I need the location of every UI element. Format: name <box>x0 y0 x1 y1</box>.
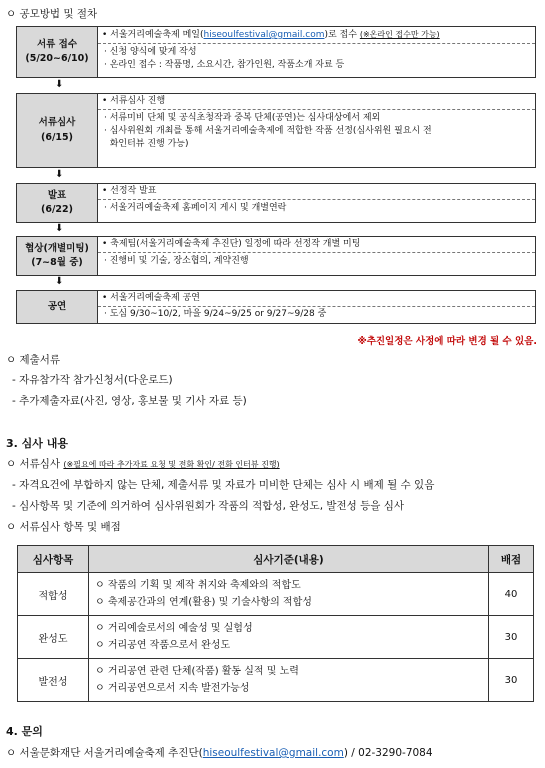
process-step-review: 서류심사 (6/15) • 서류심사 진행 · 서류미비 단체 및 공식초청작과 중복 단체(공연)는 심사대상에서 제외 · 심사위원회 개최를 통해 서울거리예술축제에 적합한 작품 선정(심사위원 필요시 전 화인터뷰 진행 가능) <box>16 93 536 168</box>
step-date: (7~8월 중) <box>31 257 83 268</box>
step-label: 발표 <box>47 189 67 201</box>
documents-item: - 추가제출자료(사진, 영상, 홍보물 및 기사 자료 등) <box>12 395 247 407</box>
table-row: 완성도 ㅇ 거리예술로서의 예술성 및 실험성 ㅇ 거리공연 작품으로서 완성도 30 <box>18 616 534 659</box>
down-arrow-icon: ⬇ <box>55 79 64 90</box>
step-label: 공연 <box>47 300 67 312</box>
step-date: (6/15) <box>41 131 73 143</box>
review-line: ㅇ 서류심사 (※필요에 따라 추가자료 요청 및 전화 확인/ 전화 인터뷰 진행) <box>6 458 280 470</box>
process-step-performance: 공연 • 서울거리예술축제 공연 · 도심 9/30~10/2, 마을 9/24~9/25 or 9/27~9/28 중 <box>16 290 536 324</box>
criteria-table <box>17 545 534 702</box>
table-row: 적합성 ㅇ 작품의 기획 및 제작 취지와 축제와의 적합도 ㅇ 축제공간과의 연계(활용) 및 기술사항의 적합성 40 <box>18 573 534 616</box>
down-arrow-icon: ⬇ <box>55 276 64 287</box>
table-row: 발전성 ㅇ 거리공연 관련 단체(작품) 활동 실적 및 노력 ㅇ 거리공연으로서 지속 발전가능성 30 <box>18 659 534 702</box>
process-step-submission: 서류 접수 (5/20~6/10) • 서울거리예술축제 메일(hiseoulfestival@gmail.com)로 접수 (※온라인 접수만 가능) · 신청 양식에 맞게 작성 · 온라인 접수 : 작품명, 소요시간, 참가인원, 작품소개 자료 등 <box>16 26 536 78</box>
step-label: 협상(개별미팅) <box>25 242 89 254</box>
step-date: (5/20~6/10) <box>25 53 89 64</box>
step-date: (6/22) <box>41 204 73 215</box>
online-only-note: (※온라인 접수만 가능) <box>359 30 440 39</box>
procedure-heading: ㅇ 공모방법 및 절차 <box>6 8 98 20</box>
section-4-title: 4. 문의 <box>6 725 43 738</box>
process-step-announcement: 발표 (6/22) • 선정작 발표 · 서울거리예술축제 홈페이지 게시 및 개별연락 <box>16 183 536 223</box>
review-item: - 심사항목 및 기준에 의거하여 심사위원회가 작품의 적합성, 완성도, 발전성 등을 심사 <box>12 500 405 512</box>
section-3-title: 3. 심사 내용 <box>6 437 68 450</box>
criteria-heading: ㅇ 서류심사 항목 및 배점 <box>6 521 121 533</box>
down-arrow-icon: ⬇ <box>55 223 64 234</box>
review-note: (※필요에 따라 추가자료 요청 및 전화 확인/ 전화 인터뷰 진행) <box>63 460 280 469</box>
step-label: 서류 접수 <box>36 38 77 50</box>
table-header: 심사기준(내용) <box>89 546 489 573</box>
contact-email-link[interactable]: hiseoulfestival@gmail.com <box>202 747 344 759</box>
table-header: 심사항목 <box>18 546 89 573</box>
table-header: 배점 <box>489 546 534 573</box>
documents-item: - 자유참가작 참가신청서(다운로드) <box>12 374 173 386</box>
review-item: - 자격요건에 부합하지 않는 단체, 제출서류 및 자료가 미비한 단체는 심사 시 배제 될 수 있음 <box>12 479 435 491</box>
submission-email-link[interactable]: hiseoulfestival@gmail.com <box>203 30 325 40</box>
documents-heading: ㅇ 제출서류 <box>6 354 61 366</box>
down-arrow-icon: ⬇ <box>55 169 64 180</box>
step-label: 서류심사 <box>38 117 76 129</box>
schedule-change-note: ※추진일정은 사정에 따라 변경 될 수 있음. <box>357 336 537 347</box>
contact-line: ㅇ 서울문화재단 서울거리예술축제 추진단(hiseoulfestival@gmail.com) / 02-3290-7084 <box>6 747 433 759</box>
process-step-negotiation: 협상(개별미팅) (7~8월 중) • 축제팀(서울거리예술축제 추진단) 일정에 따라 선정작 개별 미팅 · 진행비 및 기술, 장소협의, 계약진행 <box>16 236 536 276</box>
